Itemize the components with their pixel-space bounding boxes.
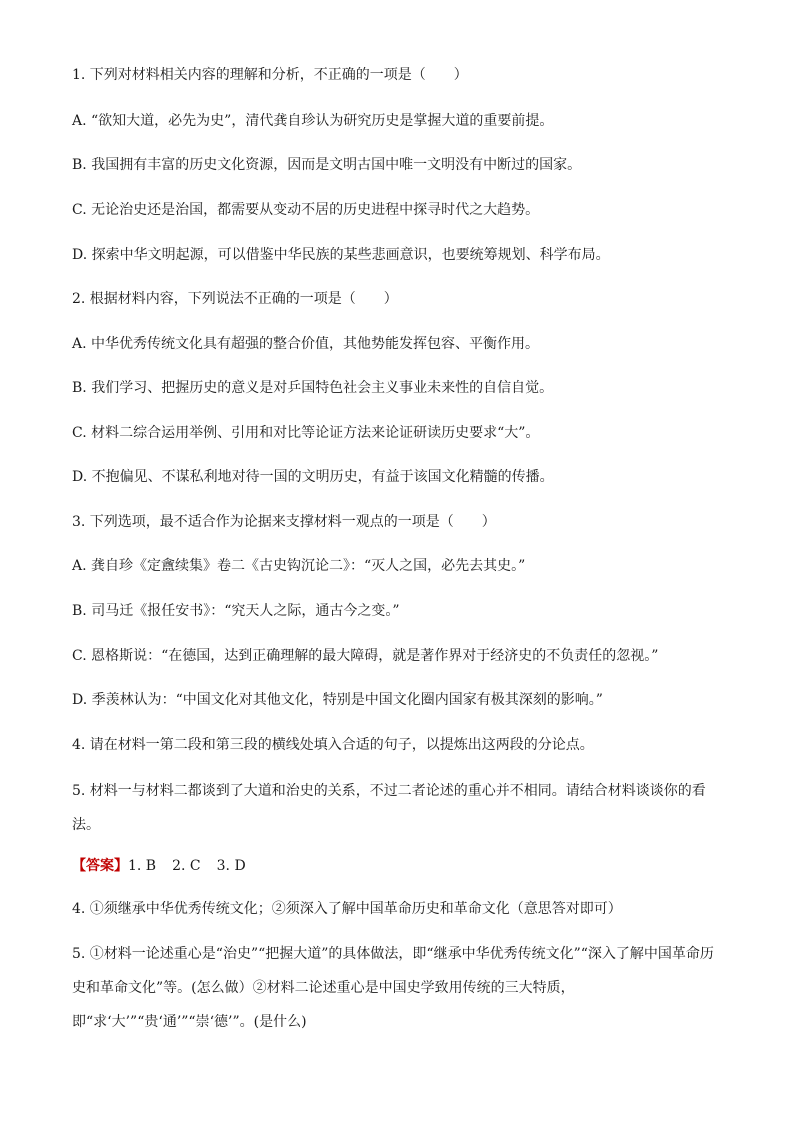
q1-option-b: B. 我国拥有丰富的历史文化资源，因而是文明古国中唯一文明没有中断过的国家。	[72, 157, 582, 173]
answer-tag: 【答案】	[72, 858, 128, 874]
answer-4: 4. ①须继承中华优秀传统文化；②须深入了解中国革命历史和革命文化（意思答对即可）	[72, 901, 622, 917]
q2-option-d: D. 不抱偏见、不谋私利地对待一国的文明历史，有益于该国文化精髓的传播。	[72, 469, 554, 485]
q3-option-b: B. 司马迁《报任安书》：“究天人之际，通古今之变。”	[72, 603, 400, 619]
q4-stem: 4. 请在材料一第二段和第三段的横线处填入合适的句子，以提炼出这两段的分论点。	[72, 737, 594, 753]
q2-stem: 2. 根据材料内容，下列说法不正确的一项是（ ）	[72, 291, 398, 307]
answer-2: 2. C	[172, 858, 201, 874]
q1-option-d: D. 探索中华文明起源，可以借鉴中华民族的某些悲画意识，也要统筹规划、科学布局。	[72, 247, 610, 263]
q2-option-b: B. 我们学习、把握历史的意义是对乒国特色社会主义事业未来性的自信自觉。	[72, 380, 554, 396]
q1-option-c: C. 无论治史还是治国，都需要从变动不居的历史进程中探寻时代之大趋势。	[72, 202, 540, 218]
q2-option-a: A. 中华优秀传统文化具有超强的整合价值，其他势能发挥包容、平衡作用。	[72, 336, 540, 352]
q3-option-d: D. 季羡林认为：“中国文化对其他文化，特别是中国文化圈内国家有极其深刻的影响。”	[72, 692, 603, 708]
q5-stem: 5. 材料一与材料二都谈到了大道和治史的关系，不过二者论述的重心并不相同。请结合材料谈谈你的看法。	[72, 783, 706, 833]
q2-option-c: C. 材料二综合运用举例、引用和对比等论证方法来论证研读历史要求“大”。	[72, 425, 540, 441]
q3-option-c: C. 恩格斯说：“在德国，达到正确理解的最大障碍，就是著作界对于经济史的不负责任的忽视。”	[72, 648, 659, 664]
q1-option-a: A. “欲知大道，必先为史”，清代龚自珍认为研究历史是掌握大道的重要前提。	[72, 113, 554, 129]
answer-3: 3. D	[216, 858, 246, 874]
q3-option-a: A. 龚自珍《定盦续集》卷二《古史钩沉论二》：“灭人之国，必先去其史。”	[72, 558, 526, 574]
answer-5: 5. ①材料一论述重心是“治史”“把握大道”的具体做法，即“继承中华优秀传统文化”“深入了解中国革命历史和革命文化”等。(怎么做）②材料二论述重心是中国史学致用传统的三大特质，即“求‘大’”“贵‘通’”“崇‘德’”。(是什么)	[72, 946, 714, 1030]
q3-stem: 3. 下列选项，最不适合作为论据来支撑材料一观点的一项是（ ）	[72, 514, 496, 530]
answer-summary	[72, 855, 722, 877]
answer-1: 1. B	[128, 858, 157, 874]
q1-stem: 1. 下列对材料相关内容的理解和分析，不正确的一项是（ ）	[72, 67, 468, 83]
